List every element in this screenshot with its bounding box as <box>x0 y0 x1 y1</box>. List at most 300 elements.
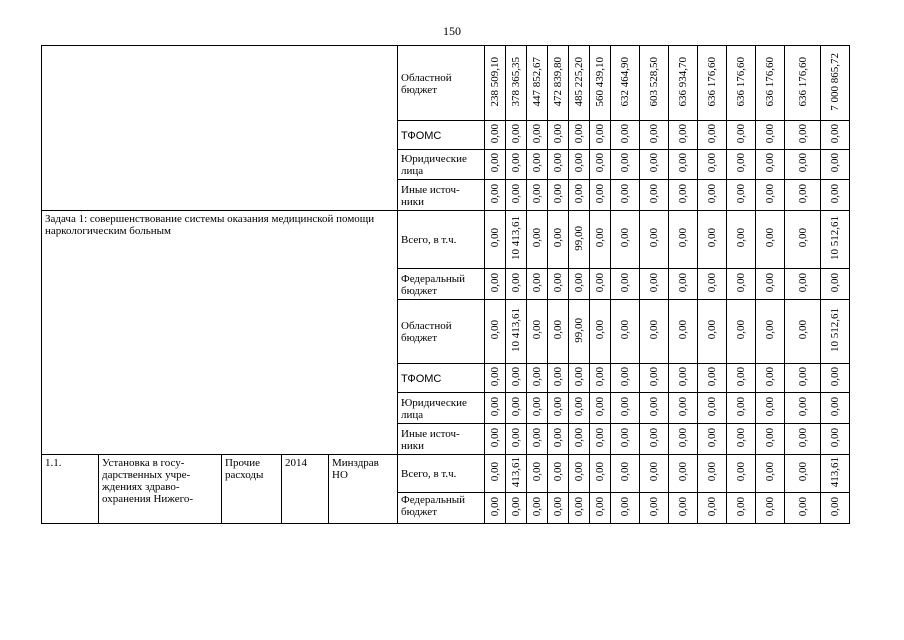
value-cell <box>590 269 611 300</box>
value-text: 0,00 <box>489 228 501 248</box>
value-text: 0,00 <box>735 123 747 144</box>
source-label: Иные источ-ники <box>398 180 485 211</box>
value-text: 0,00 <box>619 153 631 173</box>
value-cell <box>640 424 669 455</box>
value-text: 636 176,60 <box>796 56 809 107</box>
value-cell <box>785 211 821 269</box>
value-cell <box>506 150 527 180</box>
value-cell <box>698 364 727 393</box>
value-cell <box>756 150 785 180</box>
value-text: 0,00 <box>735 396 747 417</box>
value-cell <box>569 493 590 524</box>
value-cell <box>590 300 611 364</box>
value-cell <box>611 393 640 424</box>
value-text: 0,00 <box>594 153 606 173</box>
value-text: 0,00 <box>573 366 585 387</box>
value-cell <box>698 211 727 269</box>
value-cell <box>698 269 727 300</box>
value-cell <box>569 269 590 300</box>
value-cell <box>785 300 821 364</box>
value-text: 0,00 <box>648 183 660 204</box>
value-text: 0,00 <box>796 183 809 204</box>
value-text: 0,00 <box>829 396 841 417</box>
value-cell <box>569 180 590 211</box>
value-text: 0,00 <box>619 496 631 517</box>
value-cell <box>785 269 821 300</box>
value-cell <box>569 300 590 364</box>
page-number: 150 <box>443 24 461 38</box>
source-label: ТФОМС <box>398 364 485 393</box>
value-cell <box>669 211 698 269</box>
value-cell <box>548 455 569 493</box>
value-text: 0,00 <box>677 366 689 387</box>
value-text: 0,00 <box>594 462 606 482</box>
budget-table <box>41 45 850 524</box>
value-text: 0,00 <box>764 272 776 293</box>
value-text: 0,00 <box>677 496 689 517</box>
value-cell <box>640 150 669 180</box>
value-cell <box>611 364 640 393</box>
value-text: 0,00 <box>706 396 718 417</box>
value-text: 0,00 <box>677 396 689 417</box>
value-text: 0,00 <box>489 462 501 482</box>
value-cell <box>669 455 698 493</box>
value-cell <box>727 364 756 393</box>
value-cell <box>669 493 698 524</box>
value-text: 0,00 <box>706 320 718 340</box>
value-cell <box>698 46 727 121</box>
value-text: 413,61 <box>510 456 522 488</box>
value-cell <box>611 180 640 211</box>
value-text: 0,00 <box>677 123 689 144</box>
value-text: 0,00 <box>619 228 631 248</box>
value-text: 0,00 <box>677 228 689 248</box>
value-cell <box>506 46 527 121</box>
value-text: 0,00 <box>735 320 747 340</box>
source-label: Федеральный бюджет <box>398 269 485 300</box>
task-title: Задача 1: совершенствование системы оказания медицинской помощи наркологическим больным <box>42 211 398 455</box>
value-cell <box>569 393 590 424</box>
value-text: 0,00 <box>489 320 501 340</box>
value-cell <box>506 493 527 524</box>
value-text: 0,00 <box>706 462 718 482</box>
value-text: 0,00 <box>489 183 501 204</box>
value-cell <box>756 180 785 211</box>
value-cell <box>548 46 569 121</box>
value-text: 0,00 <box>796 153 809 173</box>
value-cell <box>590 121 611 150</box>
value-text: 0,00 <box>619 427 631 448</box>
value-cell <box>698 180 727 211</box>
value-cell <box>821 121 850 150</box>
value-cell <box>727 180 756 211</box>
value-text: 0,00 <box>735 462 747 482</box>
value-cell <box>821 455 850 493</box>
value-cell <box>485 269 506 300</box>
value-cell <box>506 211 527 269</box>
value-cell <box>527 300 548 364</box>
value-text: 0,00 <box>829 183 841 204</box>
value-cell <box>669 180 698 211</box>
value-text: 0,00 <box>531 320 543 340</box>
value-cell <box>785 493 821 524</box>
value-cell <box>527 150 548 180</box>
value-text: 0,00 <box>552 320 564 340</box>
value-cell <box>590 150 611 180</box>
value-text: 0,00 <box>735 366 747 387</box>
value-cell <box>611 269 640 300</box>
value-text: 0,00 <box>552 496 564 517</box>
value-text: 0,00 <box>510 396 522 417</box>
value-text: 0,00 <box>573 396 585 417</box>
value-cell <box>485 211 506 269</box>
value-text: 560 439,10 <box>594 56 606 107</box>
value-cell <box>640 493 669 524</box>
value-cell <box>698 121 727 150</box>
value-cell <box>756 121 785 150</box>
source-label: Иные источ-ники <box>398 424 485 455</box>
value-cell <box>590 46 611 121</box>
value-text: 0,00 <box>706 272 718 293</box>
value-text: 0,00 <box>531 496 543 517</box>
value-text: 0,00 <box>594 496 606 517</box>
value-cell <box>756 269 785 300</box>
value-cell <box>485 364 506 393</box>
value-text: 0,00 <box>531 123 543 144</box>
value-cell <box>669 269 698 300</box>
value-cell <box>527 455 548 493</box>
value-text: 0,00 <box>489 272 501 293</box>
continuation-blank-cell <box>42 46 398 211</box>
value-cell <box>640 46 669 121</box>
value-cell <box>821 393 850 424</box>
value-text: 0,00 <box>829 153 841 173</box>
value-cell <box>548 180 569 211</box>
value-cell <box>727 211 756 269</box>
value-text: 0,00 <box>735 427 747 448</box>
value-cell <box>821 300 850 364</box>
value-text: 7 000 865,72 <box>829 52 841 111</box>
value-text: 0,00 <box>489 153 501 173</box>
value-text: 0,00 <box>552 123 564 144</box>
value-cell <box>569 46 590 121</box>
value-text: 0,00 <box>552 153 564 173</box>
value-cell <box>527 424 548 455</box>
value-cell <box>669 150 698 180</box>
value-text: 472 839,80 <box>552 56 564 107</box>
value-text: 0,00 <box>648 396 660 417</box>
value-text: 0,00 <box>796 496 809 517</box>
value-text: 0,00 <box>764 366 776 387</box>
value-cell <box>485 393 506 424</box>
value-text: 0,00 <box>764 183 776 204</box>
value-text: 0,00 <box>594 427 606 448</box>
value-text: 485 225,20 <box>573 56 585 107</box>
value-text: 0,00 <box>552 272 564 293</box>
value-text: 0,00 <box>829 496 841 517</box>
value-text: 0,00 <box>619 320 631 340</box>
value-cell <box>640 455 669 493</box>
value-cell <box>821 211 850 269</box>
value-text: 0,00 <box>706 228 718 248</box>
value-cell <box>756 455 785 493</box>
value-text: 10 512,61 <box>829 216 841 260</box>
value-text: 0,00 <box>735 496 747 517</box>
value-text: 0,00 <box>796 427 809 448</box>
value-text: 0,00 <box>489 427 501 448</box>
value-text: 0,00 <box>573 462 585 482</box>
value-text: 0,00 <box>796 366 809 387</box>
item-number: 1.1. <box>42 455 99 524</box>
value-cell <box>506 121 527 150</box>
value-cell <box>548 424 569 455</box>
value-text: 0,00 <box>796 320 809 340</box>
value-text: 0,00 <box>648 153 660 173</box>
value-cell <box>821 46 850 121</box>
value-text: 0,00 <box>552 366 564 387</box>
value-text: 0,00 <box>531 396 543 417</box>
executor: Минздрав НО <box>329 455 398 524</box>
value-text: 0,00 <box>796 462 809 482</box>
value-text: 0,00 <box>648 272 660 293</box>
value-text: 0,00 <box>531 228 543 248</box>
value-text: 0,00 <box>706 153 718 173</box>
value-cell <box>548 269 569 300</box>
value-text: 0,00 <box>594 396 606 417</box>
value-text: 0,00 <box>764 396 776 417</box>
value-text: 413,61 <box>829 456 841 488</box>
value-text: 0,00 <box>677 183 689 204</box>
value-cell <box>527 211 548 269</box>
value-cell <box>485 121 506 150</box>
value-cell <box>821 180 850 211</box>
value-cell <box>669 46 698 121</box>
value-text: 0,00 <box>573 427 585 448</box>
value-cell <box>527 46 548 121</box>
value-cell <box>590 493 611 524</box>
value-cell <box>590 455 611 493</box>
value-cell <box>727 46 756 121</box>
source-label: Федеральный бюджет <box>398 493 485 524</box>
value-cell <box>821 424 850 455</box>
value-text: 636 934,70 <box>677 56 689 107</box>
value-cell <box>640 300 669 364</box>
value-cell <box>756 424 785 455</box>
value-cell <box>611 46 640 121</box>
value-cell <box>756 493 785 524</box>
value-text: 0,00 <box>489 396 501 417</box>
value-text: 0,00 <box>619 462 631 482</box>
value-text: 0,00 <box>510 272 522 293</box>
source-label: Юридические лица <box>398 393 485 424</box>
value-text: 0,00 <box>677 320 689 340</box>
value-text: 0,00 <box>510 183 522 204</box>
value-text: 0,00 <box>764 462 776 482</box>
value-cell <box>821 493 850 524</box>
value-cell <box>569 364 590 393</box>
value-cell <box>727 269 756 300</box>
value-text: 447 852,67 <box>531 56 543 107</box>
value-text: 0,00 <box>573 496 585 517</box>
value-text: 0,00 <box>594 320 606 340</box>
value-text: 636 176,60 <box>764 56 776 107</box>
value-text: 636 176,60 <box>735 56 747 107</box>
value-cell <box>485 493 506 524</box>
value-text: 0,00 <box>619 272 631 293</box>
value-cell <box>669 121 698 150</box>
value-cell <box>506 393 527 424</box>
value-cell <box>785 424 821 455</box>
value-cell <box>611 150 640 180</box>
value-text: 0,00 <box>594 366 606 387</box>
value-text: 0,00 <box>677 272 689 293</box>
value-cell <box>698 424 727 455</box>
value-cell <box>506 269 527 300</box>
value-text: 0,00 <box>796 396 809 417</box>
value-text: 99,00 <box>573 317 585 343</box>
value-text: 0,00 <box>573 123 585 144</box>
value-text: 0,00 <box>489 496 501 517</box>
value-text: 0,00 <box>594 272 606 293</box>
value-text: 636 176,60 <box>706 56 718 107</box>
value-cell <box>640 393 669 424</box>
value-text: 0,00 <box>573 183 585 204</box>
value-cell <box>569 121 590 150</box>
value-text: 0,00 <box>510 366 522 387</box>
value-cell <box>590 393 611 424</box>
value-cell <box>548 300 569 364</box>
table-row <box>42 455 850 493</box>
value-text: 0,00 <box>531 462 543 482</box>
value-cell <box>527 180 548 211</box>
expense-type: Прочие расходы <box>222 455 282 524</box>
value-cell <box>506 424 527 455</box>
value-cell <box>527 393 548 424</box>
value-cell <box>548 211 569 269</box>
value-cell <box>590 180 611 211</box>
value-text: 0,00 <box>677 427 689 448</box>
value-cell <box>485 424 506 455</box>
value-cell <box>756 364 785 393</box>
value-text: 0,00 <box>619 183 631 204</box>
value-cell <box>640 269 669 300</box>
value-cell <box>727 493 756 524</box>
value-cell <box>611 493 640 524</box>
value-cell <box>506 180 527 211</box>
source-label: ТФОМС <box>398 121 485 150</box>
value-cell <box>785 121 821 150</box>
value-text: 0,00 <box>489 123 501 144</box>
value-cell <box>548 493 569 524</box>
table-row <box>42 211 850 269</box>
value-cell <box>785 364 821 393</box>
value-cell <box>669 424 698 455</box>
value-text: 0,00 <box>510 427 522 448</box>
value-text: 0,00 <box>764 427 776 448</box>
table-row <box>42 46 850 121</box>
value-cell <box>785 180 821 211</box>
value-text: 238 509,10 <box>489 56 501 107</box>
value-cell <box>785 150 821 180</box>
value-text: 0,00 <box>706 183 718 204</box>
value-cell <box>821 150 850 180</box>
value-text: 0,00 <box>764 123 776 144</box>
value-text: 0,00 <box>677 153 689 173</box>
value-cell <box>611 424 640 455</box>
value-text: 0,00 <box>648 427 660 448</box>
value-text: 0,00 <box>594 183 606 204</box>
value-text: 0,00 <box>829 272 841 293</box>
value-text: 0,00 <box>648 228 660 248</box>
value-cell <box>506 455 527 493</box>
value-cell <box>756 393 785 424</box>
value-cell <box>590 364 611 393</box>
value-text: 0,00 <box>829 366 841 387</box>
value-cell <box>640 180 669 211</box>
value-cell <box>611 211 640 269</box>
value-cell <box>821 269 850 300</box>
value-text: 0,00 <box>510 123 522 144</box>
value-cell <box>727 150 756 180</box>
value-text: 0,00 <box>531 366 543 387</box>
value-text: 0,00 <box>648 496 660 517</box>
value-cell <box>569 150 590 180</box>
value-cell <box>485 46 506 121</box>
source-label: Областной бюджет <box>398 300 485 364</box>
value-cell <box>698 455 727 493</box>
value-cell <box>569 455 590 493</box>
value-cell <box>698 393 727 424</box>
value-cell <box>611 300 640 364</box>
value-cell <box>727 121 756 150</box>
value-text: 0,00 <box>735 272 747 293</box>
value-cell <box>698 300 727 364</box>
value-text: 0,00 <box>829 123 841 144</box>
value-cell <box>485 300 506 364</box>
value-cell <box>485 150 506 180</box>
value-cell <box>569 211 590 269</box>
value-cell <box>506 300 527 364</box>
value-text: 0,00 <box>531 272 543 293</box>
value-cell <box>669 364 698 393</box>
value-text: 0,00 <box>552 228 564 248</box>
value-text: 0,00 <box>531 183 543 204</box>
value-text: 0,00 <box>552 462 564 482</box>
value-cell <box>756 211 785 269</box>
source-label: Всего, в т.ч. <box>398 211 485 269</box>
value-text: 0,00 <box>510 496 522 517</box>
value-text: 99,00 <box>573 225 585 251</box>
value-text: 0,00 <box>594 228 606 248</box>
value-cell <box>756 46 785 121</box>
value-text: 0,00 <box>648 123 660 144</box>
value-text: 0,00 <box>677 462 689 482</box>
value-cell <box>485 455 506 493</box>
value-text: 0,00 <box>573 272 585 293</box>
value-text: 0,00 <box>594 123 606 144</box>
source-label: Всего, в т.ч. <box>398 455 485 493</box>
value-cell <box>640 121 669 150</box>
value-cell <box>727 424 756 455</box>
value-text: 0,00 <box>552 427 564 448</box>
value-text: 0,00 <box>706 123 718 144</box>
value-cell <box>727 300 756 364</box>
value-text: 0,00 <box>648 366 660 387</box>
value-cell <box>698 150 727 180</box>
item-description: Установка в госу-дарственных учре-ждениях здраво-охранения Нижего- <box>99 455 222 524</box>
value-cell <box>527 121 548 150</box>
value-text: 0,00 <box>489 366 501 387</box>
